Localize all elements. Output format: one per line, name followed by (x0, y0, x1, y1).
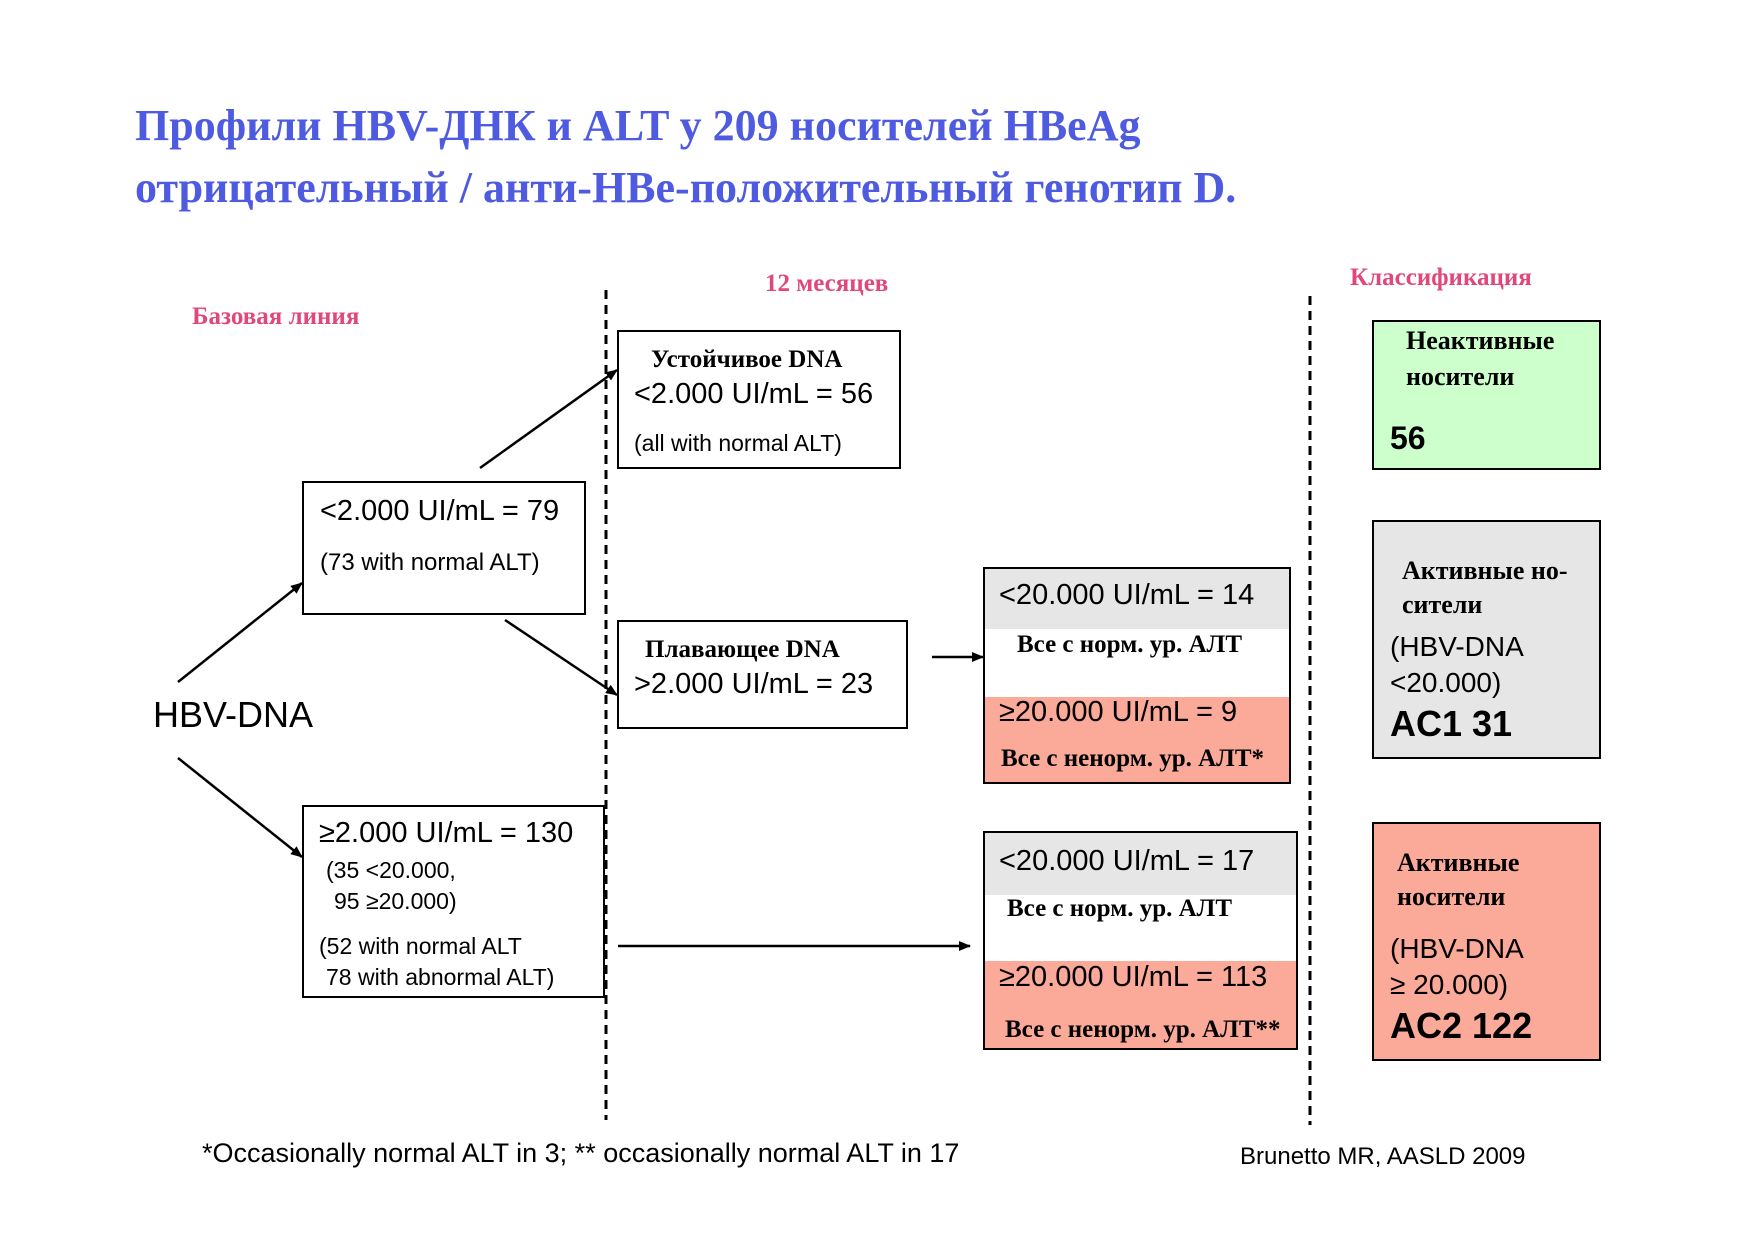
class-ac1-line2: сители (1402, 590, 1483, 619)
outcome-high-box (983, 831, 1298, 1050)
citation: Brunetto MR, AASLD 2009 (1240, 1143, 1526, 1170)
arrow-root-to-high (178, 758, 302, 857)
outcome-floating-low-value: <20.000 UI/mL = 14 (999, 579, 1255, 611)
class-ac1-box (1372, 520, 1601, 759)
outcome-high-low-note: Все с норм. ур. АЛТ (1007, 895, 1232, 922)
class-inactive-value: 56 (1390, 420, 1426, 456)
header-months: 12 месяцев (765, 270, 889, 297)
baseline-high-ge20000: 95 ≥20.000) (334, 888, 457, 914)
baseline-high-count: ≥2.000 UI/mL = 130 (319, 817, 574, 849)
floating-dna-box (617, 620, 908, 729)
page-title-line2: отрицательный / анти-HBe-положительный генотип D. (135, 163, 1237, 212)
header-classification: Классификация (1350, 264, 1532, 291)
class-ac1-line1: Активные но- (1402, 556, 1568, 585)
outcome-high-high-value: ≥20.000 UI/mL = 113 (999, 961, 1268, 993)
class-ac2-box (1372, 822, 1601, 1061)
class-ac2-line1: Активные (1397, 848, 1520, 877)
outcome-high-high-note: Все с ненорм. ур. АЛТ** (1005, 1016, 1281, 1043)
stable-dna-box (617, 330, 901, 469)
class-ac2-value: AC2 122 (1390, 1005, 1533, 1046)
baseline-low-alt: (73 with normal ALT) (320, 549, 540, 576)
outcome-floating-low-note: Все с норм. ур. АЛТ (1017, 631, 1242, 658)
stable-dna-alt: (all with normal ALT) (634, 430, 842, 456)
outcome-floating-box (983, 567, 1291, 784)
arrow-root-to-low (178, 583, 302, 682)
baseline-low-count: <2.000 UI/mL = 79 (320, 495, 560, 527)
floating-dna-count: >2.000 UI/mL = 23 (634, 668, 874, 700)
class-ac1-line3: (HBV-DNA (1390, 631, 1524, 662)
outcome-floating-high-note: Все с ненорм. ур. АЛТ* (1001, 745, 1264, 772)
stable-dna-title: Устойчивое DNA (651, 346, 843, 373)
class-ac2-line2: носители (1397, 882, 1506, 911)
page-title-line1: Профили HBV-ДНК и ALT у 209 носителей HBeAg (135, 101, 1141, 150)
outcome-floating-high-value: ≥20.000 UI/mL = 9 (999, 696, 1238, 728)
stable-dna-count: <2.000 UI/mL = 56 (634, 378, 874, 410)
class-ac2-line4: ≥ 20.000) (1390, 969, 1509, 1000)
class-ac1-value: AC1 31 (1390, 703, 1513, 744)
arrow-low-to-stable (480, 370, 617, 468)
baseline-high-box (302, 805, 605, 998)
baseline-high-normal-alt: (52 with normal ALT (319, 933, 522, 959)
baseline-high-abnormal-alt: 78 with abnormal ALT) (326, 964, 555, 990)
class-ac1-line4: <20.000) (1390, 667, 1502, 698)
baseline-high-lt20000: (35 <20.000, (326, 857, 456, 883)
header-baseline: Базовая линия (192, 303, 360, 330)
outcome-high-low-value: <20.000 UI/mL = 17 (999, 845, 1255, 877)
floating-dna-title: Плавающее DNA (645, 636, 840, 663)
baseline-low-box (302, 481, 586, 615)
class-inactive-line2: носители (1406, 362, 1515, 391)
class-ac2-line3: (HBV-DNA (1390, 933, 1524, 964)
class-inactive-line1: Неактивные (1406, 326, 1555, 355)
class-inactive-box (1372, 320, 1601, 470)
root-hbv-dna-label: HBV-DNA (153, 694, 314, 735)
arrow-low-to-floating (505, 620, 617, 695)
footnote: *Occasionally normal ALT in 3; ** occasionally normal ALT in 17 (202, 1138, 960, 1168)
